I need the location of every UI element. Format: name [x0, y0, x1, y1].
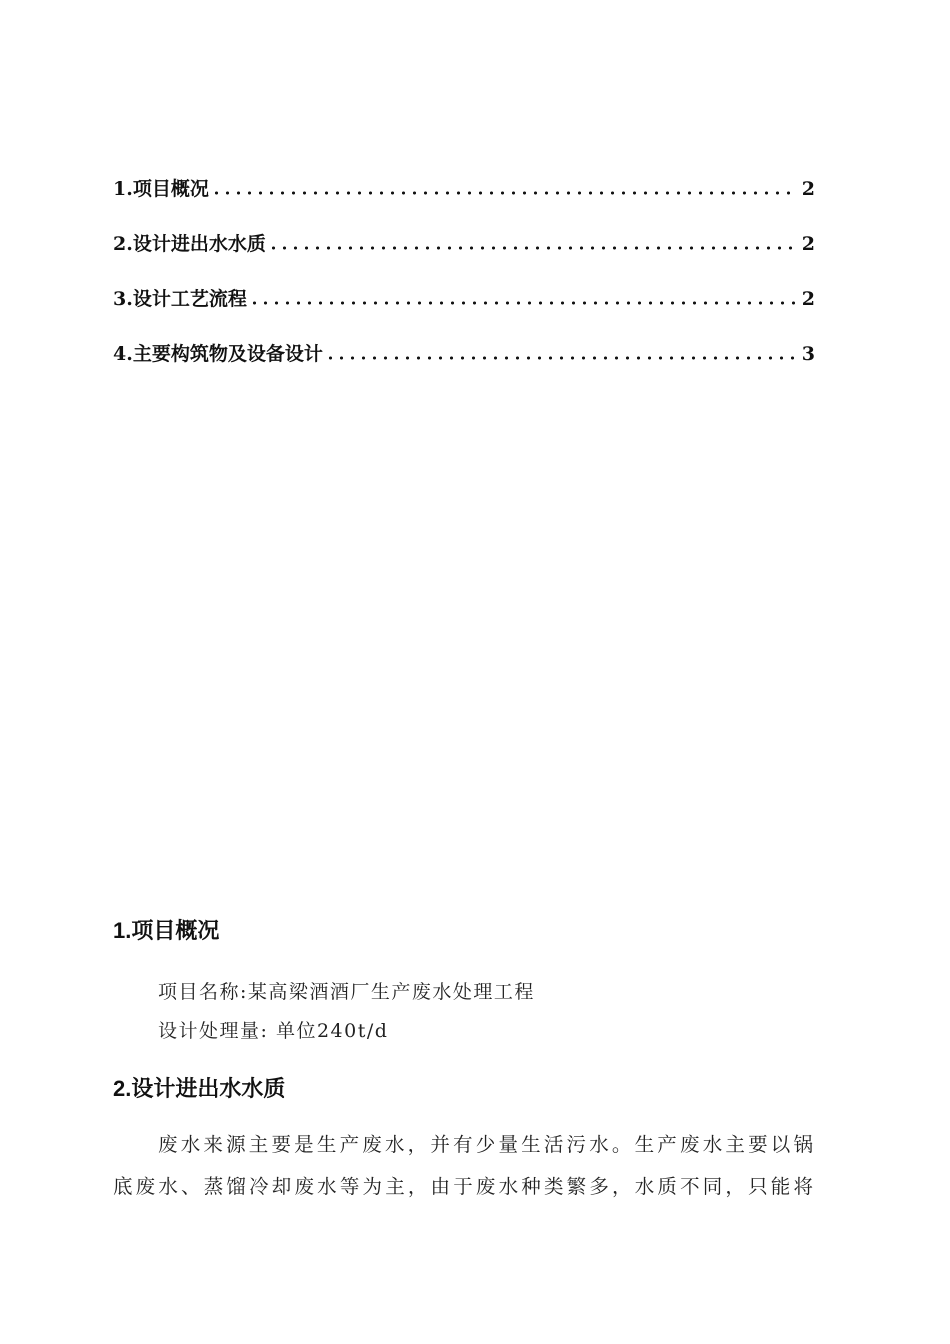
toc-entry-title: 4.主要构筑物及设备设计 — [113, 343, 323, 365]
toc-entry-title: 3.设计工艺流程 — [113, 288, 247, 310]
toc-page-number: 2 — [801, 288, 815, 310]
toc-page-number: 3 — [801, 343, 815, 365]
toc-dot-leader — [268, 231, 798, 250]
toc-entry-title: 2.设计进出水水质 — [113, 233, 266, 255]
toc-entry[interactable] — [113, 229, 815, 284]
section-heading-water-quality: 2.设计进出水水质 — [113, 1076, 286, 1101]
toc-entry-title: 1.项目概况 — [113, 178, 209, 200]
toc-dot-leader — [249, 286, 798, 305]
toc-dot-leader — [325, 341, 798, 360]
design-capacity-line: 设计处理量: 单位240t/d — [158, 1020, 389, 1042]
section-heading-project-overview: 1.项目概况 — [113, 918, 220, 943]
paragraph-line: 废水来源主要是生产废水，并有少量生活污水。生产废水主要以锅 — [158, 1133, 813, 1156]
toc-page-number: 2 — [801, 178, 815, 200]
toc-dot-leader — [211, 176, 798, 195]
paragraph-line: 底废水、蒸馏冷却废水等为主，由于废水种类繁多，水质不同，只能将 — [113, 1175, 813, 1198]
project-name-line: 项目名称:某高梁酒酒厂生产废水处理工程 — [158, 981, 535, 1003]
table-of-contents — [113, 174, 815, 394]
toc-entry[interactable] — [113, 339, 815, 394]
toc-page-number: 2 — [801, 233, 815, 255]
toc-entry[interactable] — [113, 174, 815, 229]
toc-entry[interactable] — [113, 284, 815, 339]
